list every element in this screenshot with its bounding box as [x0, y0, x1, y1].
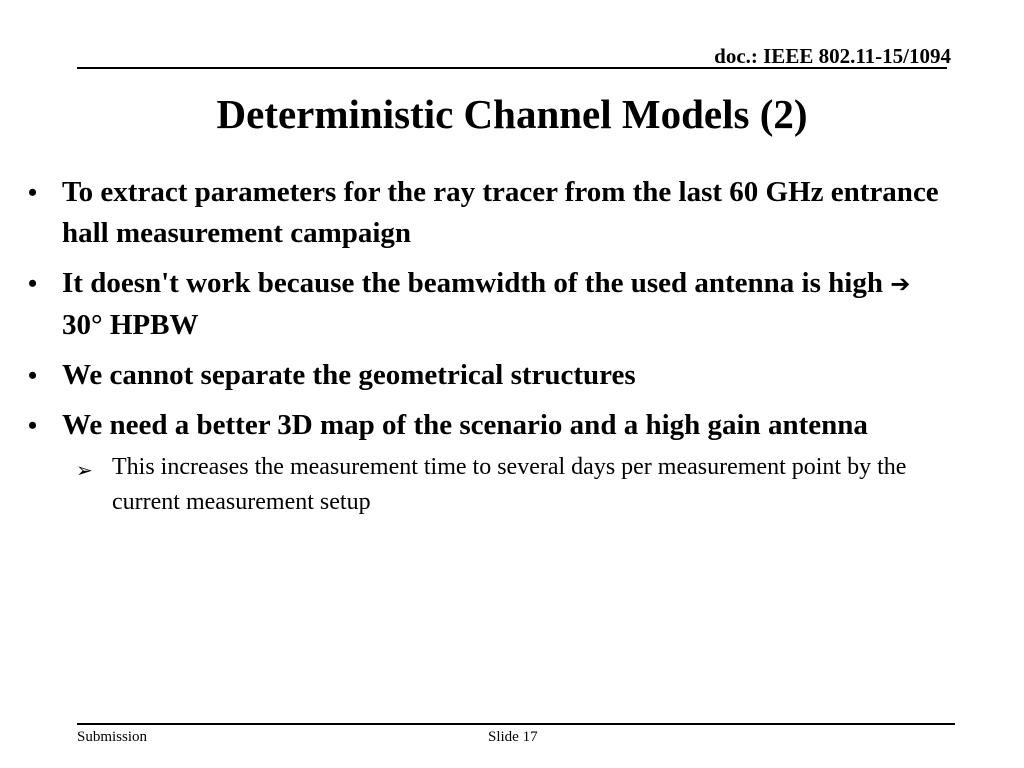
bullet-item — [24, 172, 954, 254]
bullet-text: We cannot separate the geometrical structures — [62, 359, 636, 391]
footer-slide-number: Slide 17 — [488, 729, 538, 745]
right-arrow-icon: ➔ — [890, 270, 911, 298]
footer-divider — [77, 723, 955, 725]
bullet-dot-icon: • — [28, 411, 38, 440]
bullet-text-continued: 30° HPBW — [62, 309, 199, 341]
sub-bullet-text: This increases the measurement time to several days per measurement point by the current measurement setup — [112, 454, 907, 515]
doc-id-header: doc.: IEEE 802.11-15/1094 — [714, 44, 951, 68]
bullet-item — [24, 405, 954, 446]
sub-bullet-item — [76, 450, 927, 520]
bullet-text: It doesn't work because the beamwidth of the used antenna is high — [62, 267, 883, 299]
bullet-dot-icon: • — [28, 269, 38, 298]
bullet-text: We need a better 3D map of the scenario and a high gain antenna — [62, 409, 868, 441]
arrow-bullet-icon: ➢ — [76, 458, 93, 482]
bullet-list — [24, 172, 954, 520]
bullet-item — [24, 355, 954, 396]
header-divider — [77, 67, 947, 69]
bullet-item — [24, 263, 954, 346]
bullet-dot-icon: • — [28, 361, 38, 390]
bullet-text: To extract parameters for the ray tracer from the last 60 GHz entrance hall measurement campaign — [62, 176, 939, 249]
footer-submission: Submission — [77, 729, 148, 745]
bullet-dot-icon: • — [28, 178, 38, 207]
slide-title: Deterministic Channel Models (2) — [216, 91, 808, 137]
